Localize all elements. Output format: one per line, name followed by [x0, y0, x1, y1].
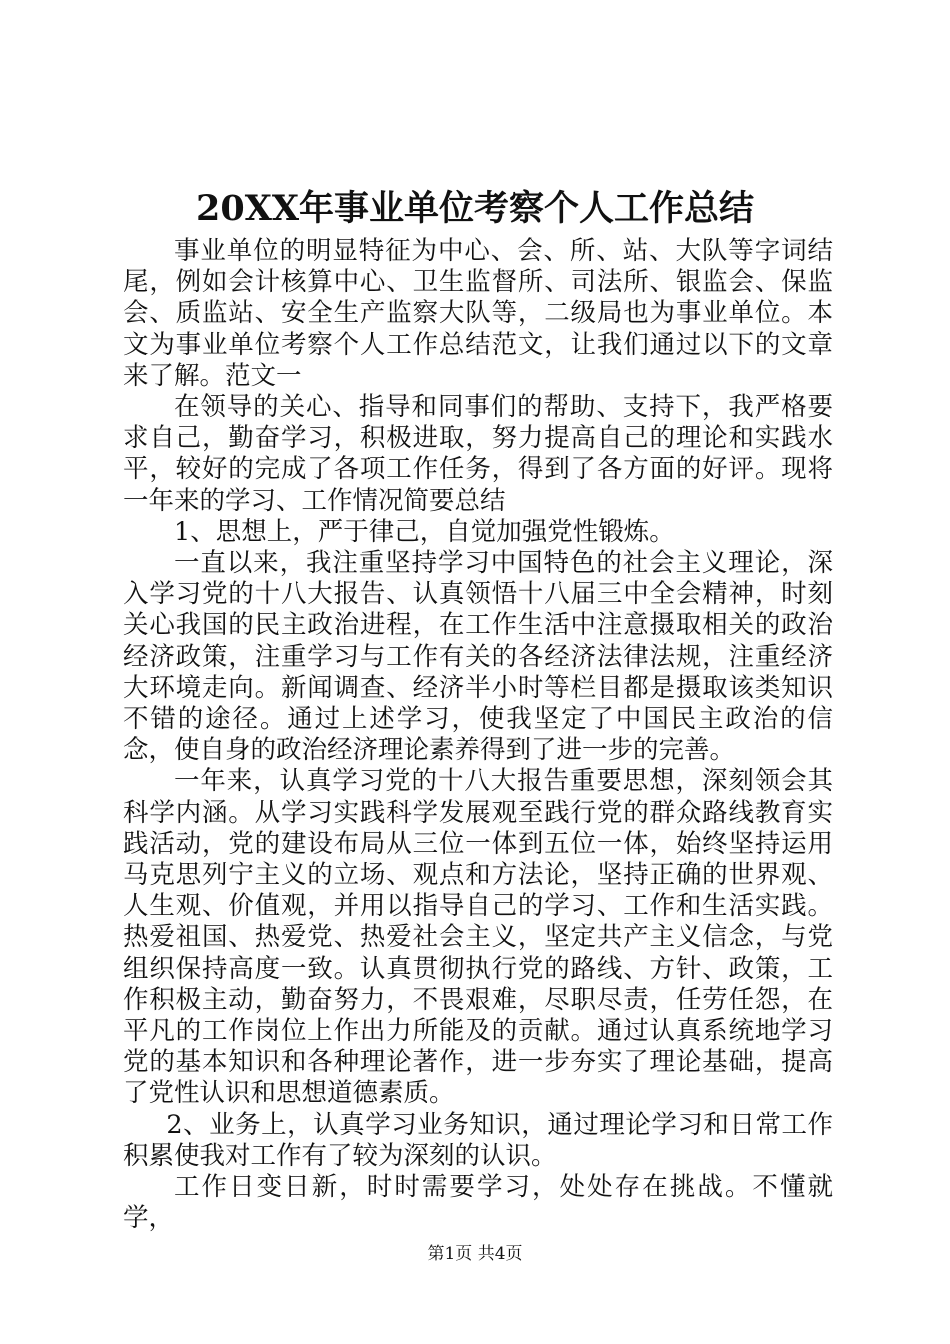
paragraph-summary: 在领导的关心、指导和同事们的帮助、支持下，我严格要求自己，勤奋学习，积极进取，努力提高自己的理论和实践水平，较好的完成了各项工作任务，得到了各方面的好评。现将一年来的学习、工作情况简要总结 [123, 392, 833, 516]
paragraph-ideology-study: 一直以来，我注重坚持学习中国特色的社会主义理论，深入学习党的十八大报告、认真领悟十八届三中全会精神，时刻关心我国的民主政治进程，在工作生活中注意摄取相关的政治经济政策，注重学习与工作有关的各经济法律法规，注重经济大环境走向。新闻调查、经济半小时等栏目都是摄取该类知识不错的途径。通过上述学习，使我坚定了中国民主政治的信念，使自身的政治经济理论素养得到了进一步的完善。 [123, 548, 833, 766]
section-heading-ideology: 1、思想上，严于律己，自觉加强党性锻炼。 [174, 516, 675, 547]
document-body [123, 236, 833, 1235]
paragraph-work-learning: 工作日变日新，时时需要学习，处处存在挑战。不懂就学， [123, 1172, 833, 1234]
paragraph-party-theory: 一年来，认真学习党的十八大报告重要思想，深刻领会其科学内涵。从学习实践科学发展观至践行党的群众路线教育实践活动，党的建设布局从三位一体到五位一体，始终坚持运用马克思列宁主义的立场、观点和方法论，坚持正确的世界观、人生观、价值观，并用以指导自己的学习、工作和生活实践。热爱祖国、热爱党、热爱社会主义，坚定共产主义信念，与党组织保持高度一致。认真贯彻执行党的路线、方针、政策，工作积极主动，勤奋努力，不畏艰难，尽职尽责，任劳任怨，在平凡的工作岗位上作出力所能及的贡献。通过认真系统地学习党的基本知识和各种理论著作，进一步夯实了理论基础，提高了党性认识和思想道德素质。 [123, 766, 833, 1109]
section-heading-business: 2、业务上，认真学习业务知识，通过理论学习和日常工作积累使我对工作有了较为深刻的认识。 [123, 1109, 833, 1171]
page-number: 第1页 共4页 [427, 1244, 523, 1264]
document-title: 20XX年事业单位考察个人工作总结 [195, 188, 755, 229]
paragraph-intro: 事业单位的明显特征为中心、会、所、站、大队等字词结尾，例如会计核算中心、卫生监督所、司法所、银监会、保监会、质监站、安全生产监察大队等，二级局也为事业单位。本文为事业单位考察个人工作总结范文，让我们通过以下的文章来了解。范文一 [123, 236, 833, 391]
